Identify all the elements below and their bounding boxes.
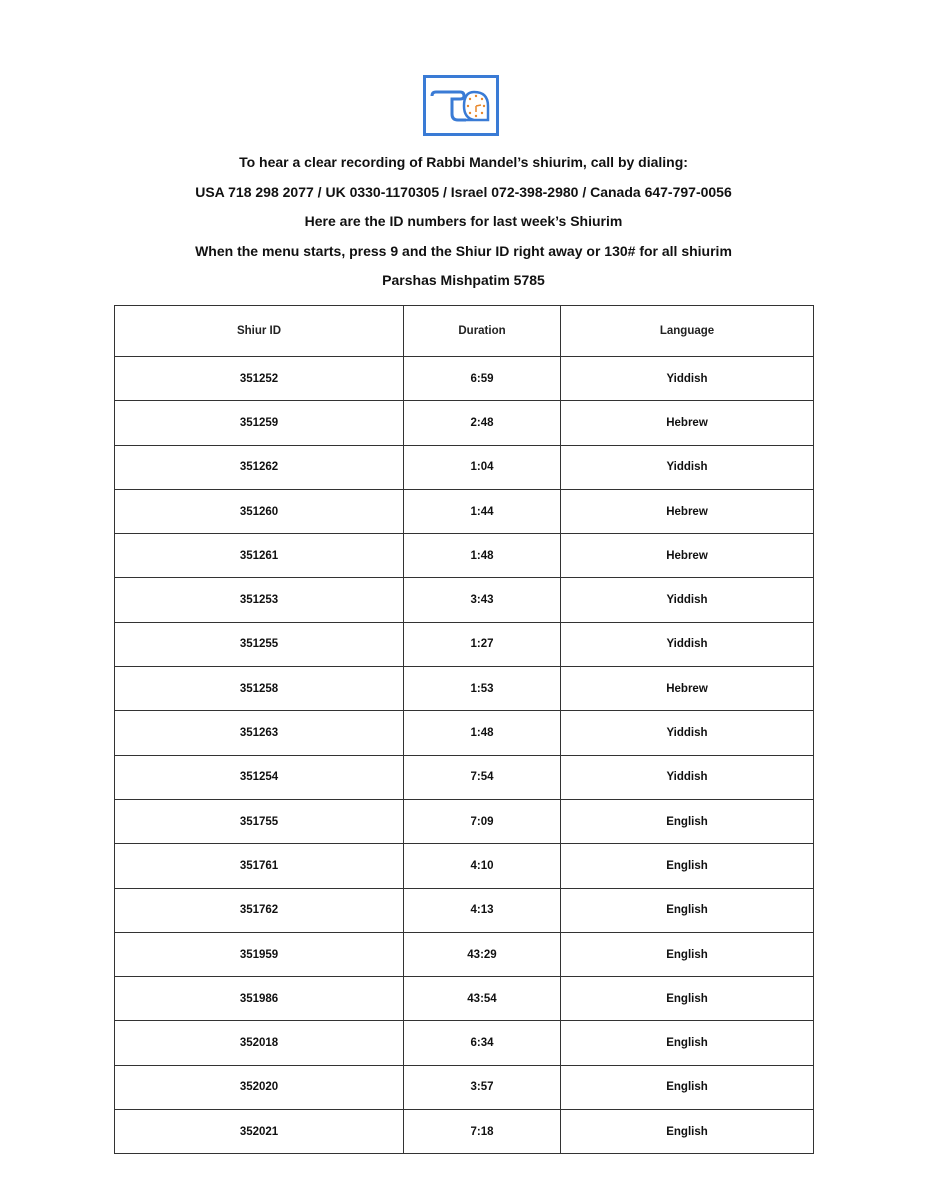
- table-row: [115, 799, 814, 843]
- language-cell: Hebrew: [561, 667, 814, 711]
- language-cell: Hebrew: [561, 401, 814, 445]
- column-header-duration: Duration: [404, 306, 561, 357]
- table-row: [115, 755, 814, 799]
- table-row: [115, 1065, 814, 1109]
- table-row: [115, 667, 814, 711]
- table-row: [115, 932, 814, 976]
- language-cell: English: [561, 844, 814, 888]
- column-header-shiur-id: Shiur ID: [115, 306, 404, 357]
- table-row: [115, 1110, 814, 1154]
- logo-clock-icon: [426, 78, 496, 133]
- duration-cell: 2:48: [404, 401, 561, 445]
- id-intro-line: Here are the ID numbers for last week’s Shiurim: [304, 213, 623, 229]
- table-row: [115, 534, 814, 578]
- logo: [423, 75, 499, 136]
- language-cell: Yiddish: [561, 357, 814, 401]
- duration-cell: 1:48: [404, 534, 561, 578]
- language-cell: Yiddish: [561, 445, 814, 489]
- duration-cell: 6:59: [404, 357, 561, 401]
- language-cell: Yiddish: [561, 622, 814, 666]
- language-cell: English: [561, 888, 814, 932]
- duration-cell: 1:44: [404, 489, 561, 533]
- table-row: [115, 445, 814, 489]
- duration-cell: 1:48: [404, 711, 561, 755]
- table-row: [115, 578, 814, 622]
- shiur-id-cell: 351258: [115, 667, 404, 711]
- duration-cell: 6:34: [404, 1021, 561, 1065]
- shiur-id-cell: 352018: [115, 1021, 404, 1065]
- duration-cell: 1:53: [404, 667, 561, 711]
- shiur-id-cell: 351761: [115, 844, 404, 888]
- table-row: [115, 489, 814, 533]
- parsha-title: Parshas Mishpatim 5785: [382, 272, 545, 288]
- shiur-id-cell: 351262: [115, 445, 404, 489]
- language-cell: English: [561, 932, 814, 976]
- shiur-id-cell: 351252: [115, 357, 404, 401]
- language-cell: English: [561, 799, 814, 843]
- duration-cell: 1:04: [404, 445, 561, 489]
- shiur-id-cell: 351762: [115, 888, 404, 932]
- table-row: [115, 844, 814, 888]
- duration-cell: 4:10: [404, 844, 561, 888]
- duration-cell: 4:13: [404, 888, 561, 932]
- table-row: [115, 888, 814, 932]
- intro-line: To hear a clear recording of Rabbi Mandel’s shiurim, call by dialing:: [239, 154, 688, 170]
- duration-cell: 43:29: [404, 932, 561, 976]
- duration-cell: 3:57: [404, 1065, 561, 1109]
- shiur-id-cell: 351261: [115, 534, 404, 578]
- table-row: [115, 711, 814, 755]
- shiur-id-cell: 351959: [115, 932, 404, 976]
- shiur-id-cell: 351263: [115, 711, 404, 755]
- duration-cell: 3:43: [404, 578, 561, 622]
- shiur-id-cell: 351254: [115, 755, 404, 799]
- table-row: [115, 622, 814, 666]
- shiur-id-cell: 351755: [115, 799, 404, 843]
- language-cell: English: [561, 977, 814, 1021]
- shiur-id-cell: 351260: [115, 489, 404, 533]
- shiur-id-cell: 351255: [115, 622, 404, 666]
- shiur-id-cell: 351253: [115, 578, 404, 622]
- duration-cell: 7:54: [404, 755, 561, 799]
- column-header-language: Language: [561, 306, 814, 357]
- duration-cell: 7:18: [404, 1110, 561, 1154]
- language-cell: Hebrew: [561, 489, 814, 533]
- shiur-id-cell: 352020: [115, 1065, 404, 1109]
- language-cell: Yiddish: [561, 755, 814, 799]
- table-header-row: [115, 306, 814, 357]
- language-cell: Hebrew: [561, 534, 814, 578]
- instructions: [0, 150, 927, 298]
- duration-cell: 1:27: [404, 622, 561, 666]
- language-cell: Yiddish: [561, 578, 814, 622]
- shiurim-table: [114, 305, 814, 1154]
- phone-numbers-line: USA 718 298 2077 / UK 0330-1170305 / Israel 072-398-2980 / Canada 647-797-0056: [195, 183, 732, 200]
- table-row: [115, 357, 814, 401]
- table-row: [115, 977, 814, 1021]
- language-cell: English: [561, 1110, 814, 1154]
- language-cell: English: [561, 1021, 814, 1065]
- menu-instructions-line: When the menu starts, press 9 and the Shiur ID right away or 130# for all shiurim: [195, 242, 732, 259]
- shiur-id-cell: 351259: [115, 401, 404, 445]
- duration-cell: 43:54: [404, 977, 561, 1021]
- shiur-id-cell: 352021: [115, 1110, 404, 1154]
- shiur-id-cell: 351986: [115, 977, 404, 1021]
- language-cell: English: [561, 1065, 814, 1109]
- table-row: [115, 401, 814, 445]
- language-cell: Yiddish: [561, 711, 814, 755]
- duration-cell: 7:09: [404, 799, 561, 843]
- table-row: [115, 1021, 814, 1065]
